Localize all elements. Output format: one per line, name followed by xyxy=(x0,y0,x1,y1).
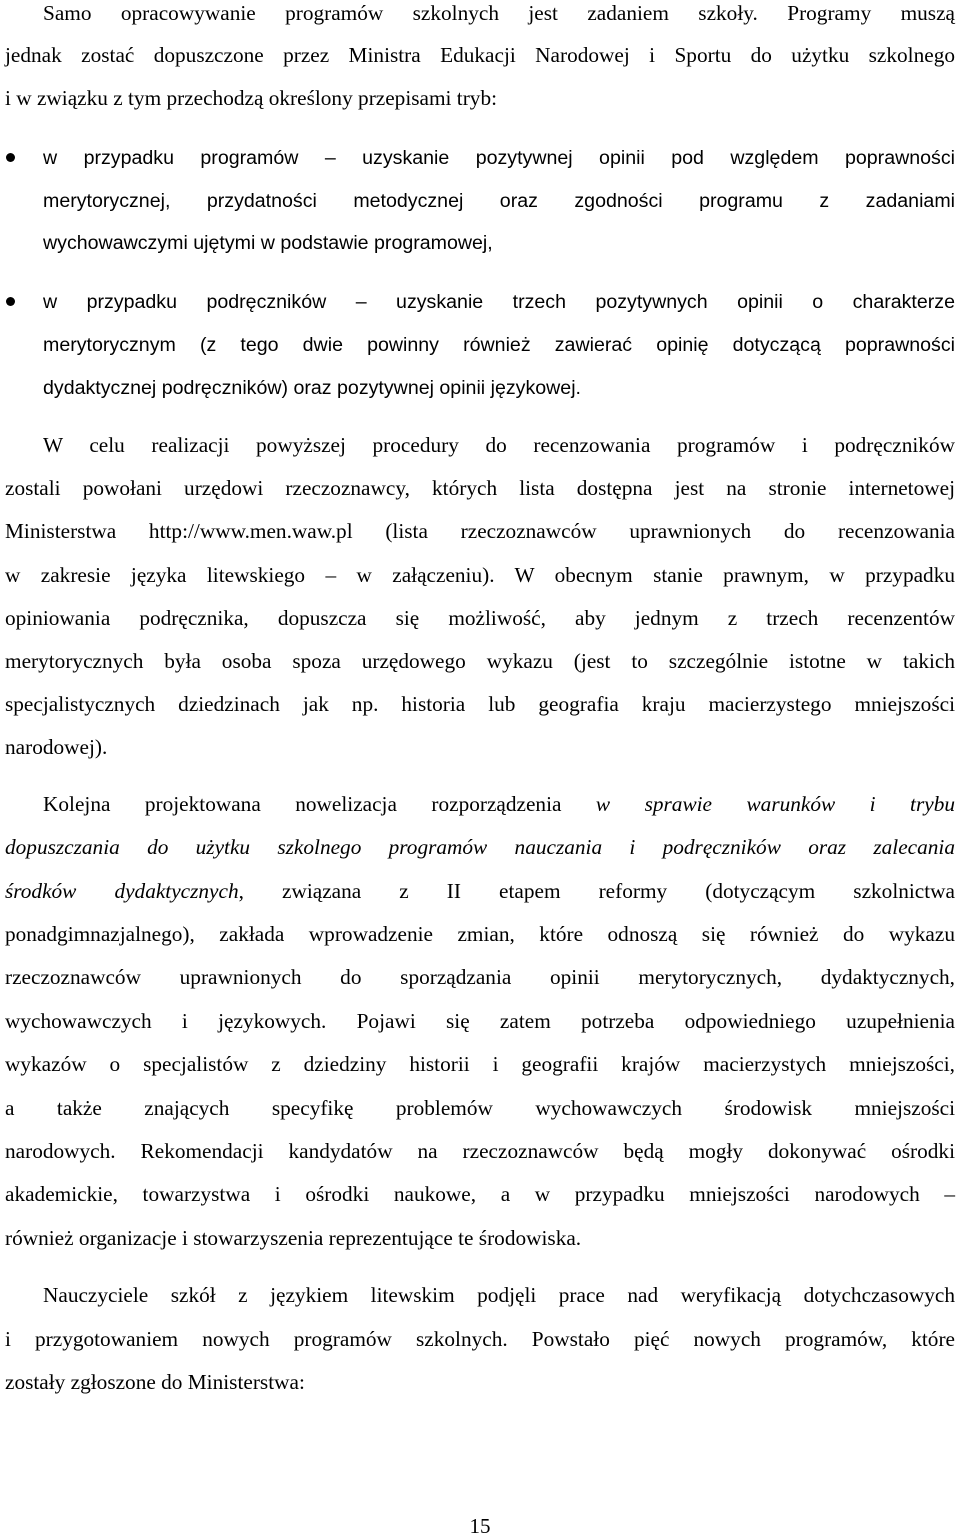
paragraph-4-line: W celu realizacji powyższej procedury do recenzowania programów i podręczników xyxy=(43,433,955,457)
paragraph-1-line: jednak zostać dopuszczone przez Ministra Edukacji Narodowej i Sportu do użytku szkolnego xyxy=(5,43,955,67)
paragraph-4-line: narodowej). xyxy=(5,735,108,759)
paragraph-5-line: rzeczoznawców uprawnionych do sporządzania opinii merytorycznych, dydaktycznych, xyxy=(5,965,955,989)
paragraph-5-line: również organizacje i stowarzyszenia reprezentujące te środowiska. xyxy=(5,1226,582,1250)
paragraph-6-line: Nauczyciele szkół z językiem litewskim podjęli prace nad weryfikacją dotychczasowych xyxy=(43,1283,955,1307)
paragraph-4-line: specjalistycznych dziedzinach jak np. historia lub geografia kraju macierzystego mniejszości xyxy=(5,692,955,716)
paragraph-4-line: Ministerstwa http://www.men.waw.pl (lista rzeczoznawców uprawnionych do recenzowania xyxy=(5,519,955,543)
paragraph-2-line: wychowawczymi ujętymi w podstawie programowej, xyxy=(43,232,493,254)
bullet-icon xyxy=(6,153,15,162)
paragraph-2-line: merytorycznej, przydatności metodycznej oraz zgodności programu z zadaniami xyxy=(43,190,955,212)
paragraph-5-line: ponadgimnazjalnego), zakłada wprowadzenie zmian, które odnoszą się również do wykazu xyxy=(5,922,955,946)
paragraph-5-line: akademickie, towarzystwa i ośrodki naukowe, a w przypadku mniejszości narodowych – xyxy=(5,1182,955,1206)
paragraph-1-line: Samo opracowywanie programów szkolnych jest zadaniem szkoły. Programy muszą xyxy=(43,1,955,25)
paragraph-3-line: w przypadku podręczników – uzyskanie trzech pozytywnych opinii o charakterze xyxy=(43,291,955,313)
paragraph-5-line: wychowawczych i językowych. Pojawi się zatem potrzeba odpowiedniego uzupełnienia xyxy=(5,1009,955,1033)
page-number: 15 xyxy=(469,1514,491,1538)
paragraph-5-line: narodowych. Rekomendacji kandydatów na rzeczoznawców będą mogły dokonywać ośrodki xyxy=(5,1139,955,1163)
paragraph-3-line: merytorycznym (z tego dwie powinny również zawierać opinię dotyczącą poprawności xyxy=(43,334,955,356)
paragraph-4-line: merytorycznych była osoba spoza urzędowego wykazu (jest to szczególnie istotne w takich xyxy=(5,649,955,673)
paragraph-5-line: dopuszczania do użytku szkolnego programów nauczania i podręczników oraz zalecania xyxy=(5,835,955,859)
bullet-icon xyxy=(6,297,15,306)
paragraph-5-line: środków dydaktycznych, związana z II etapem reformy (dotyczącym szkolnictwa xyxy=(5,879,956,903)
paragraph-4-line: w zakresie języka litewskiego – w załączeniu). W obecnym stanie prawnym, w przypadku xyxy=(5,563,955,587)
paragraph-1-line: i w związku z tym przechodzą określony przepisami tryb: xyxy=(5,86,498,110)
paragraph-2-line: w przypadku programów – uzyskanie pozytywnej opinii pod względem poprawności xyxy=(43,147,955,169)
paragraph-4-line: zostali powołani urzędowi rzeczoznawcy, których lista dostępna jest na stronie internetowej xyxy=(5,476,955,500)
paragraph-4-line: opiniowania podręcznika, dopuszcza się możliwość, aby jednym z trzech recenzentów xyxy=(5,606,955,630)
paragraph-6-line: zostały zgłoszone do Ministerstwa: xyxy=(5,1370,305,1394)
paragraph-5-line: Kolejna projektowana nowelizacja rozporządzenia w sprawie warunków i trybu xyxy=(43,792,955,816)
paragraph-5-line: wykazów o specjalistów z dziedziny historii i geografii krajów macierzystych mniejszości, xyxy=(5,1052,955,1076)
paragraph-6-line: i przygotowaniem nowych programów szkolnych. Powstało pięć nowych programów, które xyxy=(5,1327,955,1351)
paragraph-3-line: dydaktycznej podręczników) oraz pozytywnej opinii językowej. xyxy=(43,377,581,399)
paragraph-5-line: a także znających specyfikę problemów wychowawczych środowisk mniejszości xyxy=(5,1096,955,1120)
